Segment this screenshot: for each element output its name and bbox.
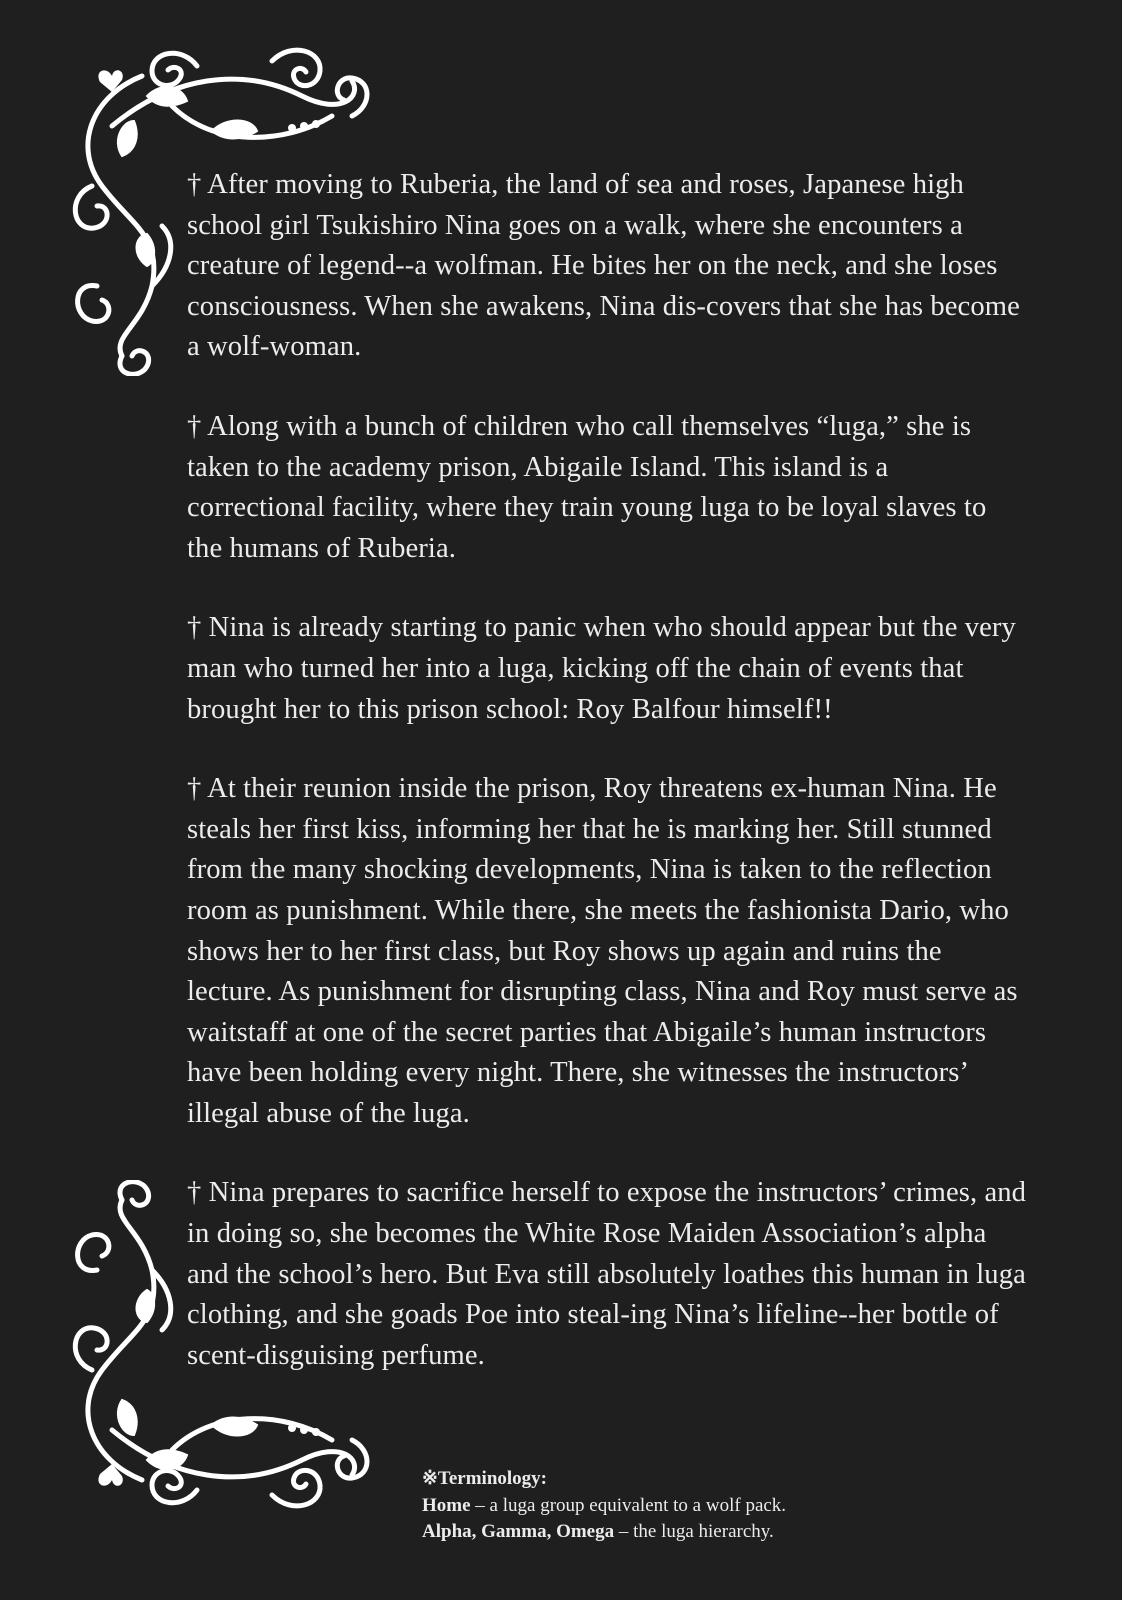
synopsis-paragraph-3: † Nina is already starting to panic when who should appear but the very man who turned her into a luga, kicking off the chain of events that brought her to this prison school: Roy Balfour himself!! [187, 612, 1016, 725]
terminology-entry [422, 1519, 1022, 1546]
terminology-note [422, 1466, 1022, 1546]
synopsis-text [187, 165, 1027, 1415]
synopsis-paragraph-4: † At their reunion inside the prison, Roy threatens ex-human Nina. He steals her first kiss, informing her that he is marking her. Still stunned from the many shocking developments, Nina is taken to the reflection room as punishment. While there, she meets the fashionista Dario, who shows her to her first class, but Roy shows up again and ruins the lecture. As punishment for disrupting class, Nina and Roy must serve as waitstaff at one of the secret parties that Abigaile’s human instructors have been holding every night. There, she witnesses the instructors’ illegal abuse of the luga. [187, 773, 1018, 1129]
term-name: Home [422, 1494, 471, 1516]
synopsis-paragraph-1: † After moving to Ruberia, the land of sea and roses, Japanese high school girl Tsukishiro Nina goes on a walk, where she encounters a creature of legend--a wolfman. He bites her on the neck, and she loses consciousness. When she awakens, Nina dis-covers that she has become a wolf-woman. [187, 169, 1020, 363]
term-name: Alpha, Gamma, Omega [422, 1521, 615, 1542]
synopsis-paragraph-2: † Along with a bunch of children who call themselves “luga,” she is taken to the academy prison, Abigaile Island. This island is a correctional facility, where they train young luga to be loyal slaves to the humans of Ruberia. [187, 410, 987, 564]
term-definition: – the luga hierarchy. [614, 1521, 774, 1542]
synopsis-paragraph-5: † Nina prepares to sacrifice herself to expose the instructors’ crimes, and in doing so, she becomes the White Rose Maiden Association’s alpha and the school’s hero. But Eva still absolutely loathes this human in luga clothing, and she goads Poe into steal-ing Nina’s lifeline--her bottle of scent-disguising perfume. [187, 1177, 1027, 1371]
terminology-entry [422, 1493, 1022, 1520]
term-definition: – a luga group equivalent to a wolf pack. [470, 1494, 787, 1516]
terminology-heading: ※Terminology: [422, 1468, 547, 1489]
